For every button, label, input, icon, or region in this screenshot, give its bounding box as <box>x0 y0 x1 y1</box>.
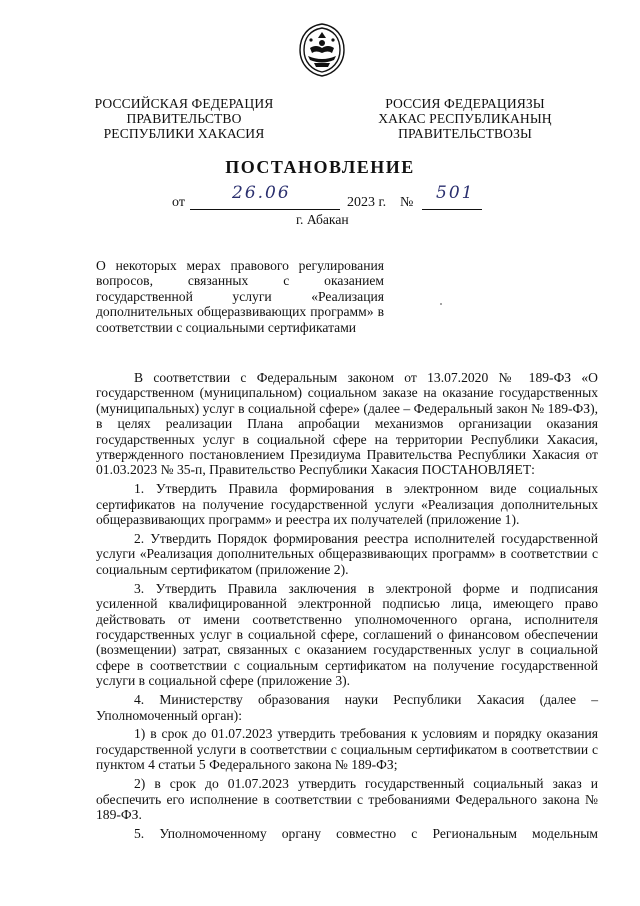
preamble-paragraph: В соответствии с Федеральным законом от 13.07.2020 № 189-ФЗ «О государственном (муниципальном) социальном заказе на оказание государственных (муниципальных) услуг в социальной сфере» (далее – Федеральный закон № 189-ФЗ), в целях реализации Плана апробации механизмов организации оказания государственных услуг в социальной сфере на территории Республики Хакасия, утвержденного постановлением Президиума Правительства Республики Хакасия от 01.03.2023 № 35-п, Правительство Республики Хакасия ПОСТАНОВЛЯЕТ: <box>96 370 598 478</box>
clause-4-2: 2) в срок до 01.07.2023 утвердить государственный социальный заказ и обеспечить его исполнение в соответствии с требованиями Федерального закона № 189-ФЗ. <box>96 776 598 822</box>
from-label: от <box>172 195 185 210</box>
clause-1: 1. Утвердить Правила формирования в электронном виде социальных сертификатов на получение государственной услуги «Реализация дополнительных общеразвивающих программ» и реестра их получателей (приложение 1). <box>96 481 598 528</box>
handwritten-number: 501 <box>436 183 475 203</box>
year-label: 2023 г. <box>347 195 387 210</box>
header-right-line-1: РОССИЯ ФЕДЕРАЦИЯЗЫ <box>385 96 545 111</box>
clause-4: 4. Министерству образования науки Республики Хакасия (далее – Уполномоченный орган): <box>96 692 598 723</box>
clause-2: 2. Утвердить Порядок формирования реестра исполнителей государственной услуги «Реализация дополнительных общеразвивающих программ» в соответствии с социальным сертификатом (приложение 2). <box>96 531 598 577</box>
coat-of-arms-icon <box>296 22 348 78</box>
number-label: № <box>400 195 414 210</box>
clause-3: 3. Утвердить Правила заключения в электроной форме и подписания усиленной квалифицированной электронной подписью лица, имеющего право действовать от имени соответственно уполномоченного органа, исполнителя государственных услуг в социальной сфере, соглашений о финансовом обеспечении (возмещении) затрат, связанных с оказанием государственных услуг в социальной сфере в соответствии с социальным сертификатом на получение государственной услуги в социальной сфере (приложение 3). <box>96 580 598 689</box>
handwritten-date: 26.06 <box>232 183 291 203</box>
scan-speck <box>440 303 442 305</box>
header-left-line-3: РЕСПУБЛИКИ ХАКАСИЯ <box>103 126 265 141</box>
subject-block: О некоторых мерах правового регулирования вопросов, связанных с оказанием государственной услуги «Реализация дополнительных общеразвивающих программ» в соответствии с социальными сертификатами <box>96 258 384 335</box>
document-body <box>96 370 598 845</box>
header-left-line-2: ПРАВИТЕЛЬСТВО <box>126 111 242 126</box>
header-right <box>350 96 580 141</box>
header-left <box>84 96 284 141</box>
clause-4-1: 1) в срок до 01.07.2023 утвердить требования к условиям и порядку оказания государственной услуги в соответствии с социальным сертификатом в соответствии с пунктом 4 статьи 5 Федерального закона № 189-ФЗ; <box>96 726 598 773</box>
header-right-line-3: ПРАВИТЕЛЬСТВОЗЫ <box>398 126 532 141</box>
clause-5: 5. Уполномоченному органу совместно с Региональным модельным <box>134 825 598 841</box>
date-number-line <box>172 183 502 211</box>
header-right-line-2: ХАКАС РЕСПУБЛИКАНЫҢ <box>378 111 552 126</box>
header-left-line-1: РОССИЙСКАЯ ФЕДЕРАЦИЯ <box>94 96 274 111</box>
document-title: ПОСТАНОВЛЕНИЕ <box>225 157 415 177</box>
city-label: г. Абакан <box>296 212 349 227</box>
